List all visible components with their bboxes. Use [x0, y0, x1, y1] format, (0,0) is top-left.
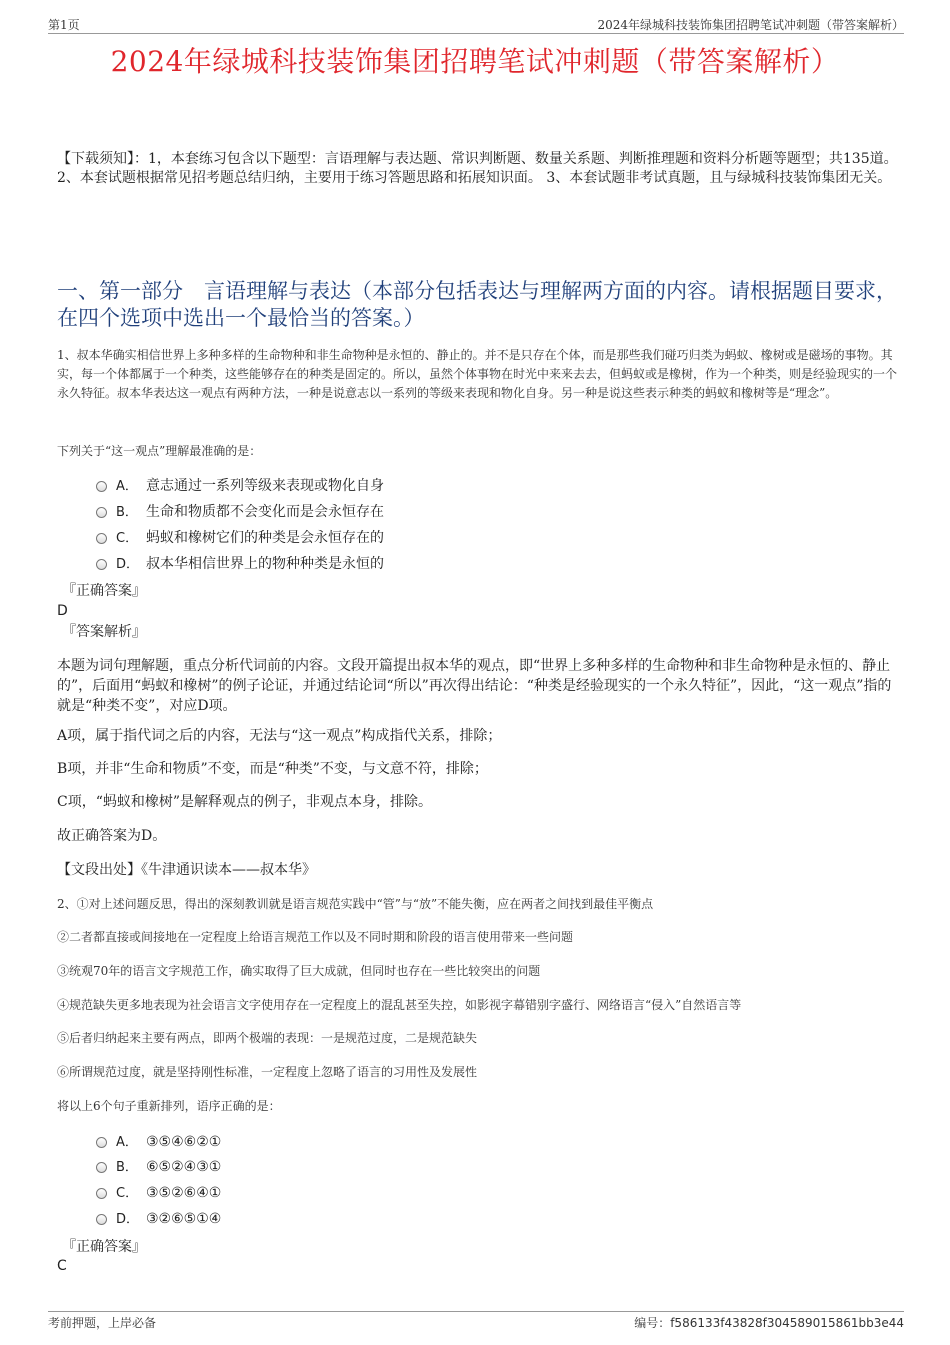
q2-sentence-4: ④规范缺失更多地表现为社会语言文字使用存在一定程度上的混乱甚至失控，如影视字幕错别字盛行、网络语言“侵入”自然语言等 [57, 998, 742, 1012]
q2-sentence-5: ⑤后者归纳起来主要有两点，即两个极端的表现：一是规范过度，二是规范缺失 [57, 1031, 478, 1045]
q1-stem: 1、叔本华确实相信世界上多种多样的生命物种和非生命物种是永恒的、静止的。并不是只存在个体，而是那些我们碰巧归类为蚂蚁、橡树或是磁场的事物。其实，每一个体都属于一个种类，这些能够存在的种类是固定的。所以，虽然个体事物在时光中来来去去，但蚂蚁或是橡树，作为一个种类，则是经验现实的一个永久特征。叔本华表达这一观点有两种方法，一种是说意志以一系列的等级来表现和物化自身。另一种是说这些表示种类的蚂蚁和橡树等是“理念”。 [57, 348, 898, 400]
radio-icon[interactable] [96, 507, 107, 518]
q1-analysis-label: 『答案解析』 [62, 624, 146, 640]
q2-option-c[interactable]: C． ③⑤②⑥④① [96, 1183, 221, 1204]
radio-icon[interactable] [96, 1137, 107, 1148]
q2-answer-label: 『正确答案』 [62, 1239, 146, 1255]
section-heading: 一、第一部分 言语理解与表达（本部分包括表达与理解两方面的内容。请根据题目要求，在四个选项中选出一个最恰当的答案。） [57, 279, 897, 330]
radio-icon[interactable] [96, 1214, 107, 1225]
q2-sentence-2: ②二者都直接或间接地在一定程度上给语言规范工作以及不同时期和阶段的语言使用带来一些问题 [57, 930, 574, 944]
header-doc-title: 2024年绿城科技装饰集团招聘笔试冲刺题（带答案解析） [597, 18, 904, 32]
q2-prompt: 将以上6个句子重新排列，语序正确的是： [57, 1099, 281, 1113]
q2-option-a[interactable]: A． ③⑤④⑥②① [96, 1132, 221, 1153]
q2-sentence-3: ③统观70年的语言文字规范工作，确实取得了巨大成就，但同时也存在一些比较突出的问题 [57, 964, 541, 978]
radio-icon[interactable] [96, 533, 107, 544]
radio-icon[interactable] [96, 481, 107, 492]
page-number: 第1页 [48, 18, 80, 32]
radio-icon[interactable] [96, 559, 107, 570]
q1-option-a[interactable]: A． 意志通过一系列等级来表现或物化自身 [96, 476, 384, 497]
header-divider [48, 33, 904, 34]
q2-option-b[interactable]: B． ⑥⑤②④③① [96, 1157, 221, 1178]
q2-sentence-1: 2、①对上述问题反思，得出的深刻教训就是语言规范实践中“管”与“放”不能失衡，应在两者之间找到最佳平衡点 [57, 897, 654, 911]
q1-source: 【文段出处】《牛津通识读本——叔本华》 [57, 862, 316, 878]
footer-divider [48, 1311, 904, 1312]
q1-analysis-b: B项，并非“生命和物质”不变，而是“种类”不变，与文意不符，排除； [57, 761, 488, 777]
footer-slogan: 考前押题，上岸必备 [48, 1316, 157, 1330]
q1-option-d[interactable]: D． 叔本华相信世界上的物种种类是永恒的 [96, 554, 384, 575]
q2-option-d[interactable]: D． ③②⑥⑤①④ [96, 1209, 221, 1230]
q1-analysis-a: A项，属于指代词之后的内容，无法与“这一观点”构成指代关系，排除； [57, 728, 502, 744]
q1-analysis-c: C项，“蚂蚁和橡树”是解释观点的例子，非观点本身，排除。 [57, 794, 433, 810]
footer-serial: 编号：f586133f43828f304589015861bb3e44 [634, 1316, 904, 1330]
q1-option-c[interactable]: C． 蚂蚁和橡树它们的种类是会永恒存在的 [96, 528, 384, 549]
q1-answer: D [57, 603, 68, 619]
q1-analysis-conclusion: 故正确答案为D。 [57, 828, 167, 844]
q2-answer: C [57, 1258, 67, 1274]
q1-analysis-paragraph: 本题为词句理解题，重点分析代词前的内容。文段开篇提出叔本华的观点，即“世界上多种多样的生命物种和非生命物种是永恒的、静止的”，后面用“蚂蚁和橡树”的例子论证，并通过结论词“所以”再次得出结论：“种类是经验现实的一个永久特征”，因此，“这一观点”指的就是“种类不变”，对应D项。 [57, 658, 892, 714]
q1-answer-label: 『正确答案』 [62, 583, 146, 599]
page-title: 2024年绿城科技装饰集团招聘笔试冲刺题（带答案解析） [110, 45, 840, 78]
radio-icon[interactable] [96, 1162, 107, 1173]
q1-prompt: 下列关于“这一观点”理解最准确的是： [57, 444, 262, 458]
q2-sentence-6: ⑥所谓规范过度，就是坚持刚性标准，一定程度上忽略了语言的习用性及发展性 [57, 1065, 478, 1079]
download-notice: 【下载须知】：1，本套练习包含以下题型：言语理解与表达题、常识判断题、数量关系题、判断推理题和资料分析题等题型；共135道。 2、本套试题根据常见招考题总结归纳，主要用于练习答题思路和拓展知识面。 3、本套试题非考试真题，且与绿城科技装饰集团无关。 [57, 151, 898, 186]
radio-icon[interactable] [96, 1188, 107, 1199]
q1-option-b[interactable]: B． 生命和物质都不会变化而是会永恒存在 [96, 502, 384, 523]
